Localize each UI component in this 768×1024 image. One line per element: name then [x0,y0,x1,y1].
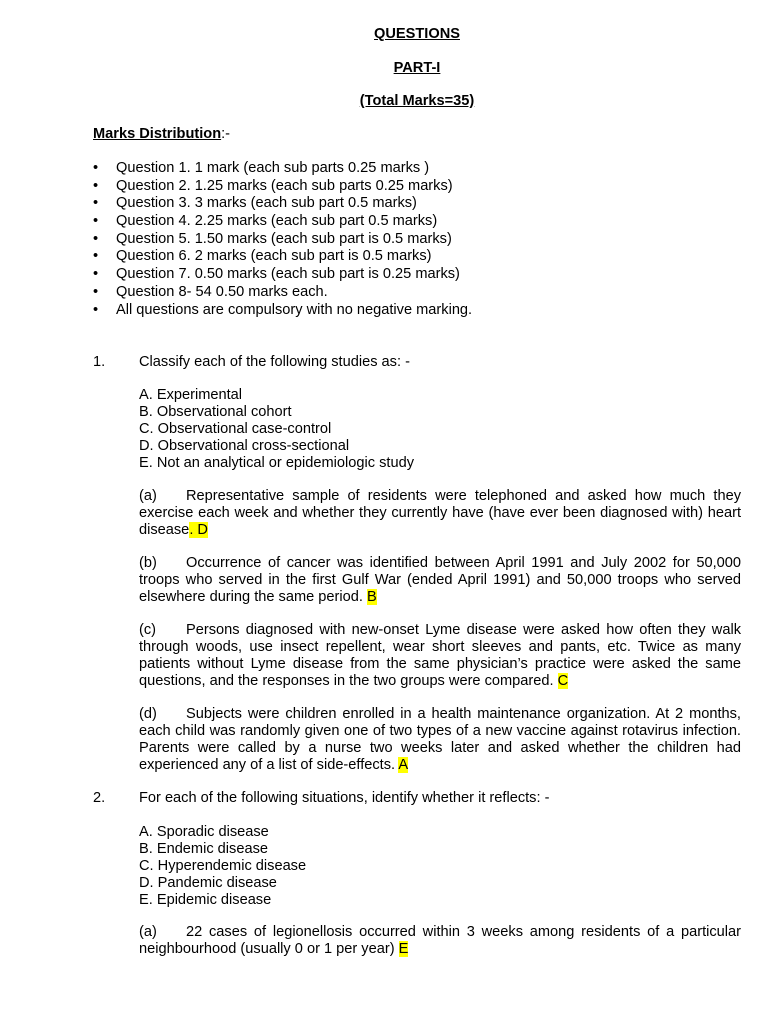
part-label: (b) [139,555,157,571]
total-marks: (Total Marks=35) [359,93,475,109]
part-text: 22 cases of legionellosis occurred within 3 weeks among residents of a particular neighbourhood (usually 0 or 1 per year) [139,924,741,957]
option-item: A. Sporadic disease [139,824,269,840]
question-2-options [139,824,306,909]
answer-highlight: E [398,941,409,957]
part-label: (c) [139,622,157,638]
question-1-prompt: Classify each of the following studies as: - [139,354,410,370]
option-item: B. Endemic disease [139,841,268,857]
list-item: • Question 7. 0.50 marks (each sub part is 0.25 marks) [93,266,472,284]
list-item: • Question 8- 54 0.50 marks each. [93,284,472,302]
option-item: D. Pandemic disease [139,875,277,891]
part-label: (a) [139,924,157,940]
question-2a [139,924,741,958]
part-text: Representative sample of residents were telephoned and asked how much they exercise each week and whether they currently have (have ever been diagnosed with) heart disease [139,488,741,538]
list-item: • Question 4. 2.25 marks (each sub part 0.5 marks) [93,213,472,231]
part-label: (a) [139,488,157,504]
marks-distribution-heading [93,126,230,142]
list-item: • Question 5. 1.50 marks (each sub part is 0.5 marks) [93,231,472,249]
part-text: Subjects were children enrolled in a health maintenance organization. At 2 months, each child was randomly given one of two types of a new vaccine against rotavirus infection. Parents were called by a nurse two weeks later and asked whether the children had experienced any of a list of side-effects. [139,706,741,773]
question-2-prompt: For each of the following situations, identify whether it reflects: - [139,790,550,806]
option-item: D. Observational cross-sectional [139,438,350,454]
marks-heading-label: Marks Distribution [93,126,222,142]
question-1c [139,622,741,690]
option-item: A. Experimental [139,387,243,403]
part-text: Occurrence of cancer was identified between April 1991 and July 2002 for 50,000 troops who served in the first Gulf War (ended April 1991) and 50,000 troops who served elsewhere during the same period. [139,555,741,605]
part-heading: PART-I [393,60,441,76]
answer-highlight: . D [189,522,208,538]
part-text: Persons diagnosed with new-onset Lyme disease were asked how often they walk through woods, use insect repellent, wear short sleeves and pants, etc. Twice as many patients without Lyme disease from the same physician’s practice were asked the same questions, and the responses in the two groups were compared. [139,622,741,689]
option-item: C. Hyperendemic disease [139,858,307,874]
marks-list [93,160,472,319]
question-1-number: 1. [93,354,106,370]
document-title: QUESTIONS [374,26,460,42]
question-1a [139,488,741,539]
list-item: • Question 1. 1 mark (each sub parts 0.25 marks ) [93,160,472,178]
question-1d [139,706,741,774]
answer-highlight: C [557,673,569,689]
question-1-options [139,387,414,472]
option-item: E. Epidemic disease [139,892,272,908]
answer-highlight: A [398,757,409,773]
question-1b [139,555,741,606]
option-item: B. Observational cohort [139,404,292,420]
question-2-number: 2. [93,790,106,806]
option-item: E. Not an analytical or epidemiologic study [139,455,414,471]
answer-highlight: B [366,589,377,605]
marks-heading-suffix: :- [221,126,231,142]
list-item: • All questions are compulsory with no negative marking. [93,302,472,320]
list-item: • Question 3. 3 marks (each sub part 0.5 marks) [93,195,472,213]
option-item: C. Observational case-control [139,421,332,437]
list-item: • Question 2. 1.25 marks (each sub parts 0.25 marks) [93,178,472,196]
part-label: (d) [139,706,157,722]
list-item: • Question 6. 2 marks (each sub part is 0.5 marks) [93,248,472,266]
